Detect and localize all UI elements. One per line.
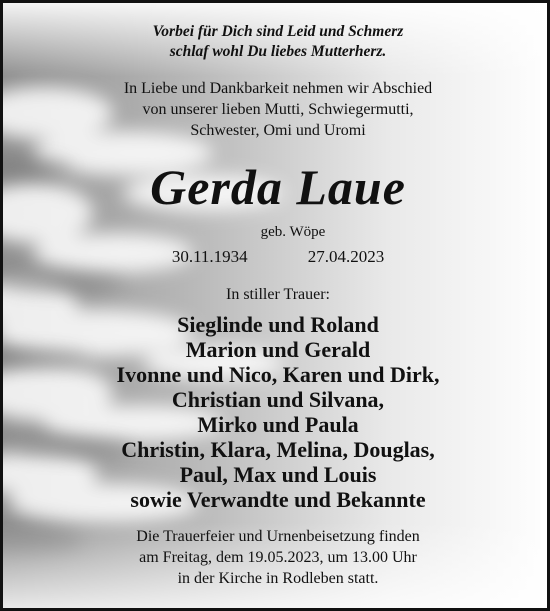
intro-line-3: Schwester, Omi und Uromi [190, 122, 366, 139]
intro-line-1: In Liebe und Dankbarkeit nehmen wir Abschied [123, 80, 433, 97]
motto-line-1: Vorbei für Dich sind Leid und Schmerz [152, 23, 404, 40]
mourner-line: Ivonne und Nico, Karen und Dirk, [116, 362, 440, 387]
birth-date: 30.11.1934 [171, 247, 248, 266]
deceased-name: Gerda Laue [150, 159, 406, 215]
service-line-2: am Freitag, dem 19.05.2023, um 13.00 Uhr [139, 549, 417, 566]
service-line-1: Die Trauerfeier und Urnenbeisetzung finden [136, 528, 420, 545]
mourner-line: Paul, Max und Louis [179, 462, 377, 487]
service-line-3: in der Kirche in Rodleben statt. [177, 570, 379, 587]
mourner-line: Marion und Gerald [185, 337, 371, 362]
mourner-line: sowie Verwandte und Bekannte [130, 487, 426, 512]
birth-name: geb. Wöpe [260, 224, 326, 240]
mourner-line: Christin, Klara, Melina, Douglas, [121, 437, 435, 462]
mourner-line: Mirko und Paula [197, 412, 359, 437]
motto-line-2: schlaf wohl Du liebes Mutterherz. [169, 43, 387, 60]
life-dates [3, 247, 550, 267]
mourner-line: Christian und Silvana, [171, 387, 385, 412]
mourning-heading: In stiller Trauer: [226, 286, 330, 303]
death-date: 27.04.2023 [307, 247, 385, 266]
mourner-line: Sieglinde und Roland [177, 312, 379, 337]
intro-line-2: von unserer lieben Mutti, Schwiegermutti, [142, 101, 414, 118]
